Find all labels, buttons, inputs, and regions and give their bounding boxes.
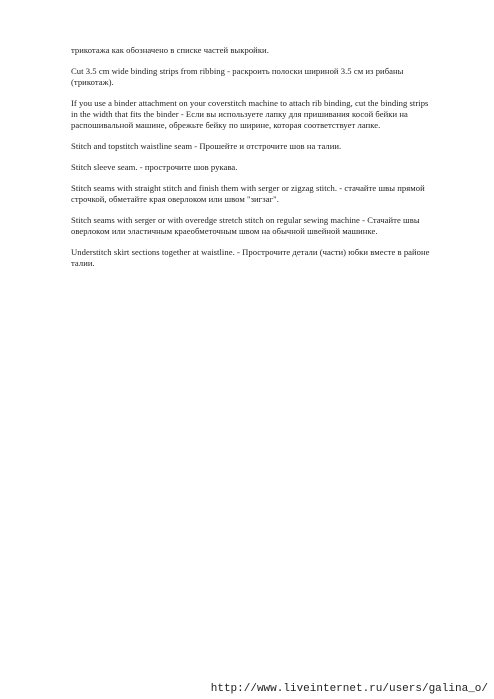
paragraph-fabric-note: трикотажа как обозначено в списке частей выкройки. [71,45,269,55]
paragraph-understitch-skirt: Understitch skirt sections together at waistline. - Прострочите детали (части) юбки вместе в районе талии. [71,247,430,268]
paragraph-waistline-seam: Stitch and topstitch waistline seam - Прошейте и отстрочите шов на талии. [71,141,342,151]
paragraph-straight-stitch: Stitch seams with straight stitch and finish them with serger or zigzag stitch. - стачайте швы прямой строчкой, обметайте края оверлоком или швом "зигзаг". [71,183,425,204]
paragraph-serger-stitch: Stitch seams with serger or with overedge stretch stitch on regular sewing machine - Стачайте швы оверлоком или эластичным краеобметочным швом на обычной швейной машинке. [71,215,420,236]
watermark-url: http://www.liveinternet.ru/users/galina_o/ [210,683,488,695]
paragraph-binding-strips: Cut 3.5 cm wide binding strips from ribbing - раскроить полоски шириной 3.5 см из рибаны (трикотаж). [71,66,404,87]
paragraph-sleeve-seam: Stitch sleeve seam. - прострочите шов рукава. [71,162,238,172]
paragraph-binder-attachment: If you use a binder attachment on your coverstitch machine to attach rib binding, cut the binding strips in the width that fits the binder - Если вы используете лапку для пришивания косой бейки на распошивальной машине, обрежьте бейку по ширине, которая соответствует лапке. [71,98,429,130]
document-body [71,45,431,279]
